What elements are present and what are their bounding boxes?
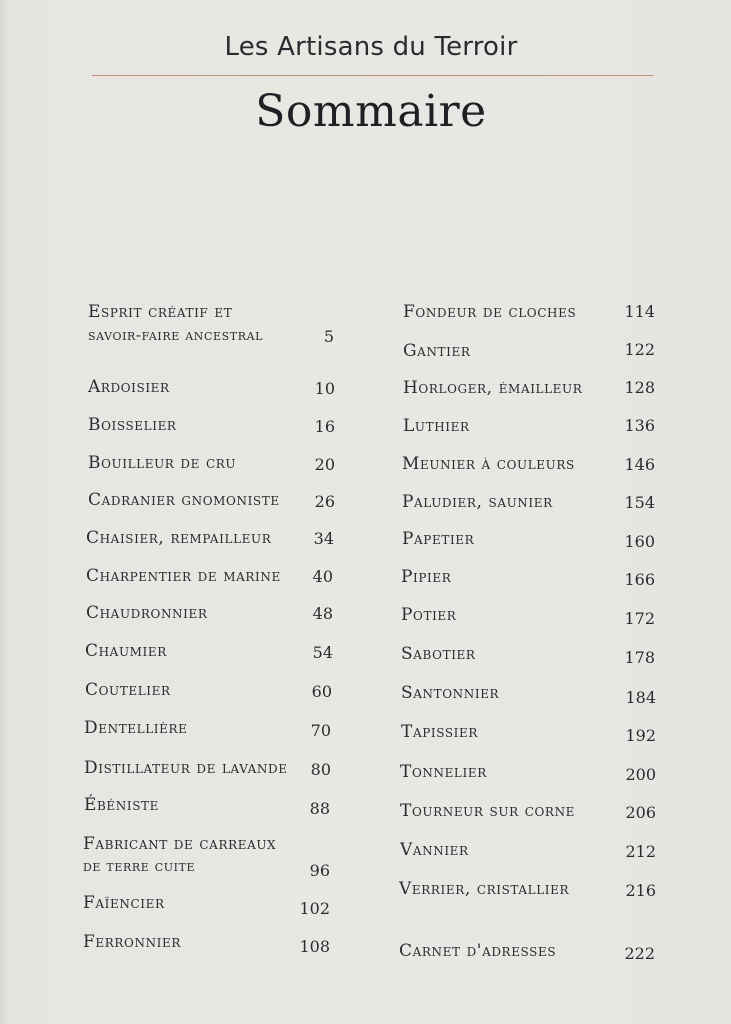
toc-entry-distillateur-de-lavande: Distillateur de lavande: [84, 758, 288, 778]
toc-page-number-boisselier: 16: [314, 417, 335, 436]
toc-page-number-carnet-d-adresses: 222: [624, 944, 655, 963]
toc-page-number-tonnelier: 200: [625, 765, 656, 784]
toc-page-number-chaisier-rempailleur: 34: [313, 529, 334, 548]
toc-page-number-potier: 172: [624, 609, 655, 628]
toc-page-number-paludier-saunier: 154: [624, 493, 655, 512]
toc-entry-chaudronnier: Chaudronnier: [86, 603, 208, 623]
toc-page-number-verrier-cristallier: 216: [625, 881, 656, 900]
toc-page-number-luthier: 136: [624, 416, 655, 435]
toc-entry-papetier: Papetier: [402, 529, 475, 549]
toc-entry-potier: Potier: [401, 605, 457, 625]
toc-entry-esprit-creatif-et-line2: savoir-faire ancestral: [88, 326, 264, 344]
toc-entry-tourneur-sur-corne: Tourneur sur corne: [400, 801, 576, 821]
toc-entry-sabotier: Sabotier: [401, 644, 476, 664]
toc-entry-luthier: Luthier: [403, 416, 470, 436]
toc-entry-verrier-cristallier: Verrier, cristallier: [399, 879, 570, 899]
toc-entry-chaisier-rempailleur: Chaisier, rempailleur: [86, 528, 272, 548]
toc-page-number-horloger-emailleur: 128: [624, 378, 655, 397]
toc-page-number-distillateur-de-lavande: 80: [310, 760, 331, 779]
toc-entry-meunier-a-couleurs: Meunier à couleurs: [402, 454, 575, 474]
toc-entry-coutelier: Coutelier: [85, 680, 171, 700]
toc-page-number-sabotier: 178: [624, 648, 655, 667]
toc-page-number-tapissier: 192: [625, 726, 656, 745]
toc-page-number-fondeur-de-cloches: 114: [624, 302, 655, 321]
toc-page-number-papetier: 160: [624, 532, 655, 551]
toc-page-number-santonnier: 184: [625, 688, 656, 707]
toc-page-number-tourneur-sur-corne: 206: [625, 803, 656, 822]
toc-entry-vannier: Vannier: [400, 840, 469, 860]
toc-entry-ebeniste: Ébéniste: [84, 795, 160, 815]
toc-page-number-ebeniste: 88: [309, 799, 330, 818]
toc-page-number-charpentier-de-marine: 40: [312, 567, 333, 586]
toc-entry-carnet-d-adresses: Carnet d'adresses: [399, 941, 557, 961]
toc-entry-boisselier: Boisselier: [88, 415, 177, 435]
toc-entry-paludier-saunier: Paludier, saunier: [402, 492, 553, 512]
toc-entry-dentelliere: Dentellière: [84, 718, 188, 738]
toc-entry-chaumier: Chaumier: [85, 641, 167, 661]
toc-entry-fondeur-de-cloches: Fondeur de cloches: [403, 302, 577, 322]
header-rule: [92, 75, 654, 76]
toc-page-number-chaudronnier: 48: [312, 604, 333, 623]
toc-entry-ferronnier: Ferronnier: [83, 932, 181, 952]
toc-entry-pipier: Pipier: [401, 567, 452, 587]
toc-page-number-meunier-a-couleurs: 146: [624, 455, 655, 474]
toc-entry-tapissier: Tapissier: [401, 722, 478, 742]
toc-entry-ardoisier: Ardoisier: [88, 377, 170, 397]
toc-page-number-ardoisier: 10: [314, 379, 335, 398]
toc-entry-esprit-creatif-et: Esprit créatif et: [88, 302, 233, 322]
toc-entry-charpentier-de-marine: Charpentier de marine: [86, 566, 281, 586]
toc-page-number-bouilleur-de-cru: 20: [314, 455, 335, 474]
toc-page-number-coutelier: 60: [311, 682, 332, 701]
toc-page-number-ferronnier: 108: [299, 937, 330, 956]
toc-entry-bouilleur-de-cru: Bouilleur de cru: [88, 453, 237, 473]
toc-entry-fabricant-de-carreaux: Fabricant de carreaux: [83, 834, 277, 854]
toc-page-number-esprit-creatif-et: 5: [323, 327, 334, 346]
toc-page-number-dentelliere: 70: [310, 721, 331, 740]
series-title: Les Artisans du Terroir: [224, 32, 518, 62]
toc-entry-faiencier: Faïencier: [83, 893, 165, 913]
toc-page-number-gantier: 122: [624, 340, 655, 359]
toc-entry-santonnier: Santonnier: [401, 683, 500, 703]
toc-page-number-faiencier: 102: [299, 899, 330, 918]
toc-page-number-pipier: 166: [624, 570, 655, 589]
toc-page-number-chaumier: 54: [312, 643, 333, 662]
toc-page-number-cadranier-gnomoniste: 26: [314, 492, 335, 511]
toc-entry-gantier: Gantier: [403, 341, 471, 361]
toc-entry-cadranier-gnomoniste: Cadranier gnomoniste: [88, 490, 280, 510]
page-title: Sommaire: [255, 86, 487, 137]
toc-entry-tonnelier: Tonnelier: [400, 762, 487, 782]
toc-page-number-vannier: 212: [625, 842, 656, 861]
toc-entry-horloger-emailleur: Horloger, émailleur: [403, 378, 583, 398]
toc-page-number-fabricant-de-carreaux: 96: [309, 861, 330, 880]
toc-entry-fabricant-de-carreaux-line2: de terre cuite: [83, 857, 196, 875]
